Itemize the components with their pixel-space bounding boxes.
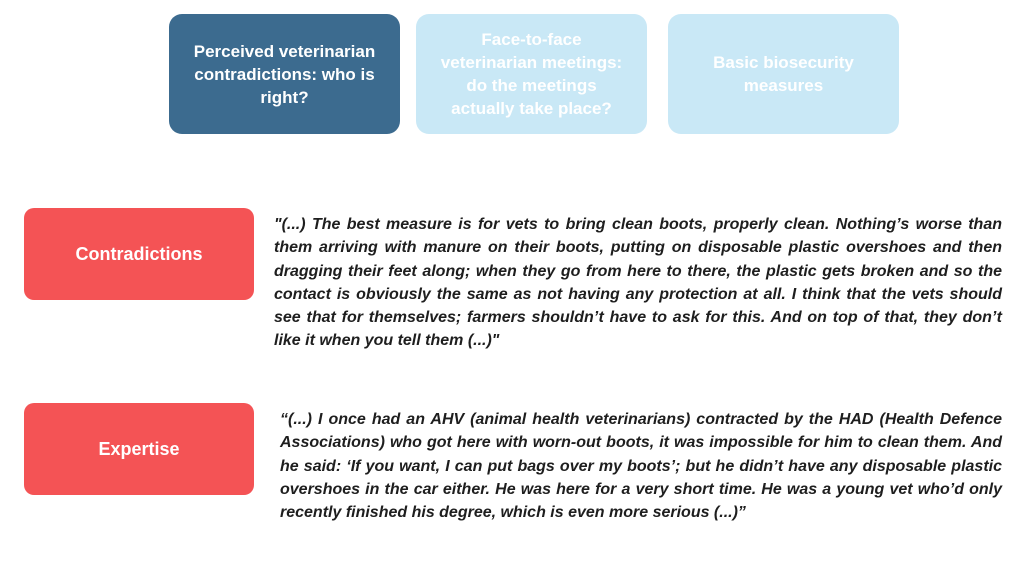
section-label-contradictions [24,208,254,300]
section-label-text: Contradictions [75,243,203,264]
quote-expertise: “(...) I once had an AHV (animal health veterinarians) contracted by the HAD (Health Defence Associations) who got here with worn-out boots, it was impossible for him to clean them. And he said: ‘If you want, I can put bags over my boots’; but he didn’t have any disposable plastic overshoes in the car either. He was here for a very short time. He was a young vet who’d only recently finished his degree, which is even more serious (...)” [280,411,1002,522]
section-label-expertise [24,403,254,495]
topic-box-face-to-face-meetings[interactable] [416,14,647,134]
topic-box-label: Face-to-face veterinarian meetings: do the meetings actually take place? [440,30,623,118]
topic-box-label: Basic biosecurity measures [713,53,854,95]
quote-contradictions: "(...) The best measure is for vets to bring clean boots, properly clean. Nothing’s worse than them arriving with manure on their boots, putting on disposable plastic overshoes and then dragging their feet along; when they go from here to there, the plastic gets broken and so the contact is obviously the same as not having any protection at all. I think that the vets should see that for themselves; farmers shouldn’t have to ask for this. And on top of that, they don’t like it when you tell them (...)" [274,216,1002,350]
section-label-text: Expertise [98,438,180,459]
topic-box-label: Perceived veterinarian contradictions: who is right? [193,41,376,107]
topic-box-basic-biosecurity[interactable] [668,14,899,134]
topic-box-veterinarian-contradictions[interactable] [169,14,400,134]
